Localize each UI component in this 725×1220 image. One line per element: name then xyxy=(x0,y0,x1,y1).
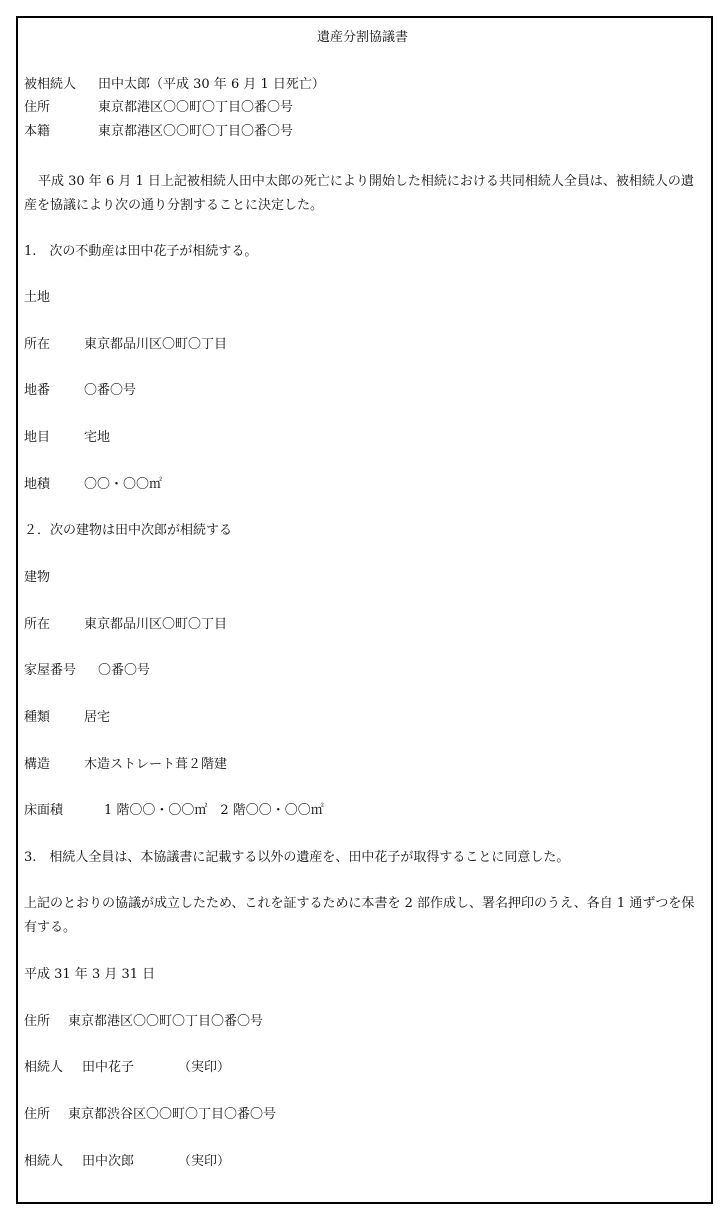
heir2-name-line xyxy=(24,1154,230,1170)
heir2-address-line xyxy=(24,1107,276,1123)
address-line xyxy=(24,100,293,116)
closing-paragraph: 上記のとおりの協議が成立したため、これを証するために本書を 2 部作成し、署名押印のうえ、各自 1 通ずつを保有する。 xyxy=(24,896,695,935)
land-area-value: 〇〇・〇〇㎡ xyxy=(84,477,163,492)
building-number-line xyxy=(24,663,150,679)
heir1-name: 田中花子 xyxy=(82,1060,135,1075)
land-area-line xyxy=(24,477,162,493)
agreement-date: 平成 31 年 3 月 31 日 xyxy=(24,967,156,982)
address-label: 住所 xyxy=(24,100,51,115)
building-structure-label: 構造 xyxy=(24,757,51,772)
building-structure-line xyxy=(24,757,227,773)
land-lot-line xyxy=(24,383,136,399)
domicile-value: 東京都港区〇〇町〇丁目〇番〇号 xyxy=(98,124,294,139)
building-floor-label: 床面積 xyxy=(24,803,64,818)
building-type-line xyxy=(24,710,110,726)
building-heading: 建物 xyxy=(24,570,51,585)
domicile-label: 本籍 xyxy=(24,124,51,139)
heir2-address-value: 東京都渋谷区〇〇町〇丁目〇番〇号 xyxy=(68,1107,277,1122)
heir1-address-value: 東京都港区〇〇町〇丁目〇番〇号 xyxy=(68,1014,264,1029)
heir2-seal: （実印） xyxy=(178,1154,231,1169)
decedent-line xyxy=(24,77,325,93)
item-3: 3. 相続人全員は、本協議書に記載する以外の遺産を、田中花子が取得することに同意した。 xyxy=(24,850,570,865)
domicile-line xyxy=(24,124,293,140)
building-floor-line xyxy=(24,803,324,819)
land-heading: 土地 xyxy=(24,290,51,305)
land-lot-value: 〇番〇号 xyxy=(84,383,137,398)
heir1-name-label: 相続人 xyxy=(24,1060,64,1075)
building-location-line xyxy=(24,617,227,633)
building-number-label: 家屋番号 xyxy=(24,663,77,678)
item-1: 1. 次の不動産は田中花子が相続する。 xyxy=(24,244,258,259)
address-value: 東京都港区〇〇町〇丁目〇番〇号 xyxy=(98,100,294,115)
heir2-name: 田中次郎 xyxy=(82,1154,135,1169)
heir2-name-label: 相続人 xyxy=(24,1154,64,1169)
item-2: ２．次の建物は田中次郎が相続する xyxy=(24,523,233,538)
document-title: 遺産分割協議書 xyxy=(316,30,408,45)
heir1-address-line xyxy=(24,1014,263,1030)
heir2-address-label: 住所 xyxy=(24,1107,51,1122)
decedent-value: 田中太郎（平成 30 年 6 月 1 日死亡） xyxy=(98,77,325,92)
decedent-label: 被相続人 xyxy=(24,77,77,92)
building-structure-value: 木造ストレート葺２階建 xyxy=(84,757,228,772)
building-type-value: 居宅 xyxy=(84,710,111,725)
building-floor-value: 1 階〇〇・〇〇㎡ 2 階〇〇・〇〇㎡ xyxy=(104,803,324,818)
heir1-name-line xyxy=(24,1060,230,1076)
building-location-value: 東京都品川区〇町〇丁目 xyxy=(84,617,228,632)
heir1-seal: （実印） xyxy=(178,1060,231,1075)
land-area-label: 地積 xyxy=(24,477,51,492)
land-lot-label: 地番 xyxy=(24,383,51,398)
heir1-address-label: 住所 xyxy=(24,1014,51,1029)
land-location-line xyxy=(24,337,227,353)
land-category-label: 地目 xyxy=(24,430,51,445)
land-category-value: 宅地 xyxy=(84,430,111,445)
land-location-value: 東京都品川区〇町〇丁目 xyxy=(84,337,228,352)
building-type-label: 種類 xyxy=(24,710,51,725)
land-category-line xyxy=(24,430,110,446)
intro-paragraph: 平成 30 年 6 月 1 日上記被相続人田中太郎の死亡により開始した相続における共同相続人全員は、被相続人の遺産を協議により次の通り分割することに決定した。 xyxy=(24,174,694,213)
land-location-label: 所在 xyxy=(24,337,51,352)
building-location-label: 所在 xyxy=(24,617,51,632)
building-number-value: 〇番〇号 xyxy=(98,663,151,678)
